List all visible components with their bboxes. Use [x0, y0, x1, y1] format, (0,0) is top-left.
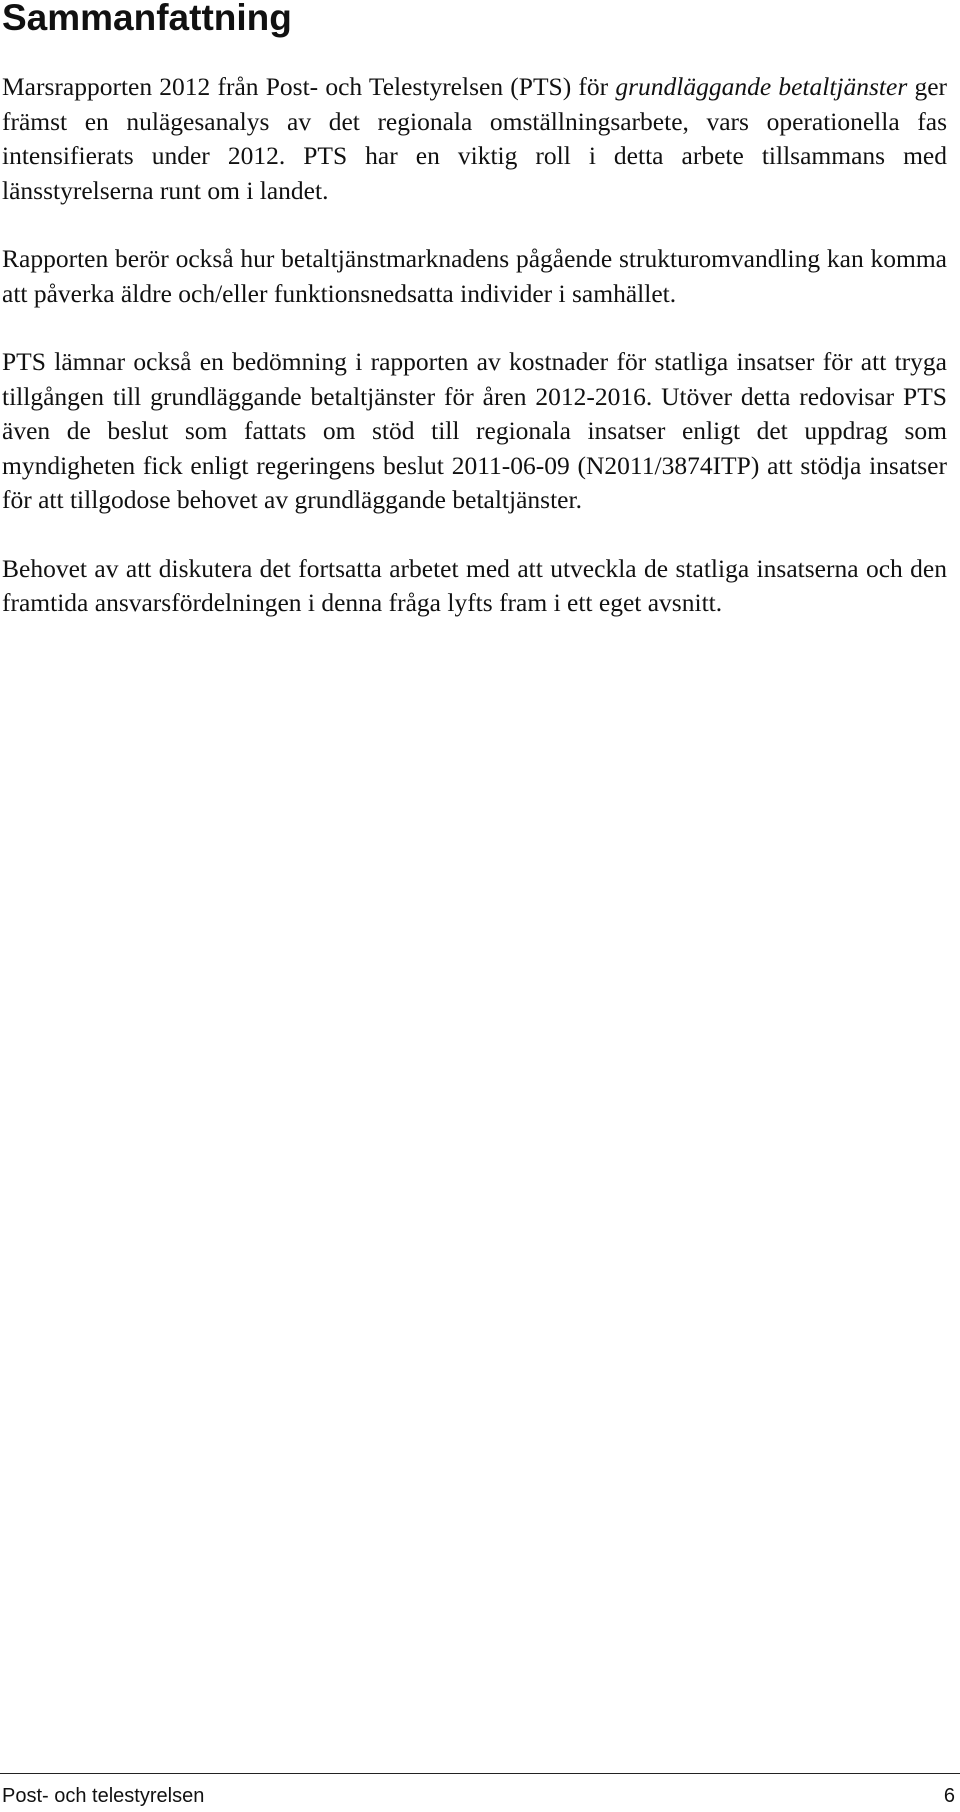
paragraph-intro — [2, 70, 947, 208]
paragraph-intro-emphasis: grundläggande betaltjänster — [615, 72, 908, 101]
summary-body — [2, 70, 947, 655]
paragraph-future-work: Behovet av att diskutera det fortsatta arbetet med att utveckla de statliga insatserna och den framtida ansvarsfördelningen i denna fråga lyfts fram i ett eget avsnitt. — [2, 553, 947, 617]
footer-page-number: 6 — [943, 1785, 955, 1807]
paragraph-intro-start: Marsrapporten 2012 från Post- och Telestyrelsen (PTS) för — [2, 72, 616, 101]
paragraph-structural-change: Rapporten berör också hur betaltjänstmarknadens pågående strukturomvandling kan komma att påverka äldre och/eller funktionsnedsatta individer i samhället. — [2, 244, 947, 308]
paragraph-cost-assessment: PTS lämnar också en bedömning i rapporten av kostnader för statliga insatser för att tryga tillgången till grundläggande betaltjänster för åren 2012-2016. Utöver detta redovisar PTS även de beslut som fattats om stöd till regionala insatser enligt det uppdrag som myndigheten fick enligt regeringens beslut 2011-06-09 (N2011/3874ITP) att stödja insatser för att tillgodose behovet av grundläggande betaltjänster. — [2, 347, 947, 514]
footer-divider — [0, 1773, 960, 1774]
paragraph-intro-end: ger främst en nulägesanalys av det regionala omställningsarbete, vars operationella fas intensifierats under 2012. PTS har en viktig roll i detta arbete tillsammans med länsstyrelserna runt om i landet. — [2, 72, 948, 205]
page-title: Sammanfattning — [2, 0, 292, 38]
footer-organization: Post- och telestyrelsen — [2, 1785, 205, 1807]
